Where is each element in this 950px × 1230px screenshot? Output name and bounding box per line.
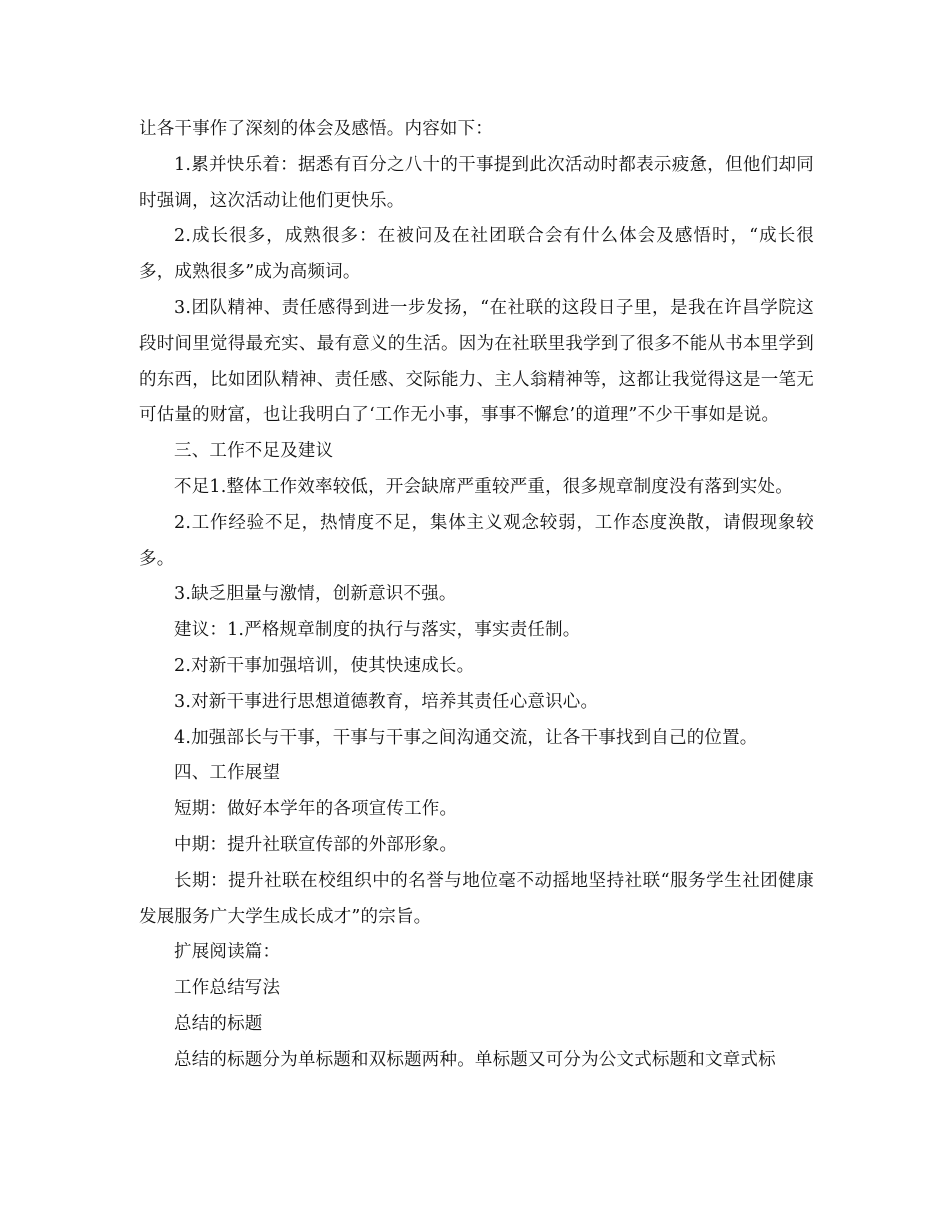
paragraph-17: 扩展阅读篇： <box>174 942 281 963</box>
paragraph-1: 让各干事作了深刻的体会及感悟。内容如下： <box>139 119 493 139</box>
paragraph-15: 中期：提升社联宣传部的外部形象。 <box>174 834 458 855</box>
section-heading-4: 四、工作展望 <box>174 763 281 784</box>
document-body <box>139 112 814 1079</box>
paragraph-9: 建议：1.严格规章制度的执行与落实，事实责任制。 <box>174 620 581 641</box>
paragraph-12: 4.加强部长与干事，干事与干事之间沟通交流，让各干事找到自己的位置。 <box>174 727 758 748</box>
section-heading-3: 三、工作不足及建议 <box>174 441 334 462</box>
paragraph-8: 3.缺乏胆量与激情，创新意识不强。 <box>174 584 457 605</box>
paragraph-2: 1.累并快乐着：据悉有百分之八十的干事提到此次活动时都表示疲惫，但他们却同时强调，这次活动让他们更快乐。 <box>139 154 814 211</box>
paragraph-14: 短期：做好本学年的各项宣传工作。 <box>174 799 458 820</box>
paragraph-18: 工作总结写法 <box>174 978 281 999</box>
paragraph-11: 3.对新干事进行思想道德教育，培养其责任心意识心。 <box>174 691 599 712</box>
paragraph-4: 3.团队精神、责任感得到进一步发扬，“在社联的这段日子里，是我在许昌学院这段时间里觉得最充实、最有意义的生活。因为在社联里我学到了很多不能从书本里学到的东西，比如团队精神、责任感、交际能力、主人翁精神等，这都让我觉得这是一笔无可估量的财富，也让我明白了‘工作无小事，事事不懈怠’的道理”不少干事如是说。 <box>139 297 814 426</box>
paragraph-20: 总结的标题分为单标题和双标题两种。单标题又可分为公文式标题和文章式标 <box>174 1049 776 1070</box>
paragraph-10: 2.对新干事加强培训，使其快速成长。 <box>174 655 475 676</box>
paragraph-7: 2.工作经验不足，热情度不足，集体主义观念较弱，工作态度涣散，请假现象较多。 <box>139 512 814 569</box>
paragraph-6: 不足1.整体工作效率较低，开会缺席严重较严重，很多规章制度没有落到实处。 <box>174 476 793 497</box>
paragraph-3: 2.成长很多，成熟很多：在被问及在社团联合会有什么体会及感悟时，“成长很多，成熟很多”成为高频词。 <box>139 226 814 283</box>
paragraph-19: 总结的标题 <box>174 1013 263 1034</box>
paragraph-16: 长期：提升社联在校组织中的名誉与地位毫不动摇地坚持社联“服务学生社团健康发展服务广大学生成长成才”的宗旨。 <box>139 870 814 927</box>
